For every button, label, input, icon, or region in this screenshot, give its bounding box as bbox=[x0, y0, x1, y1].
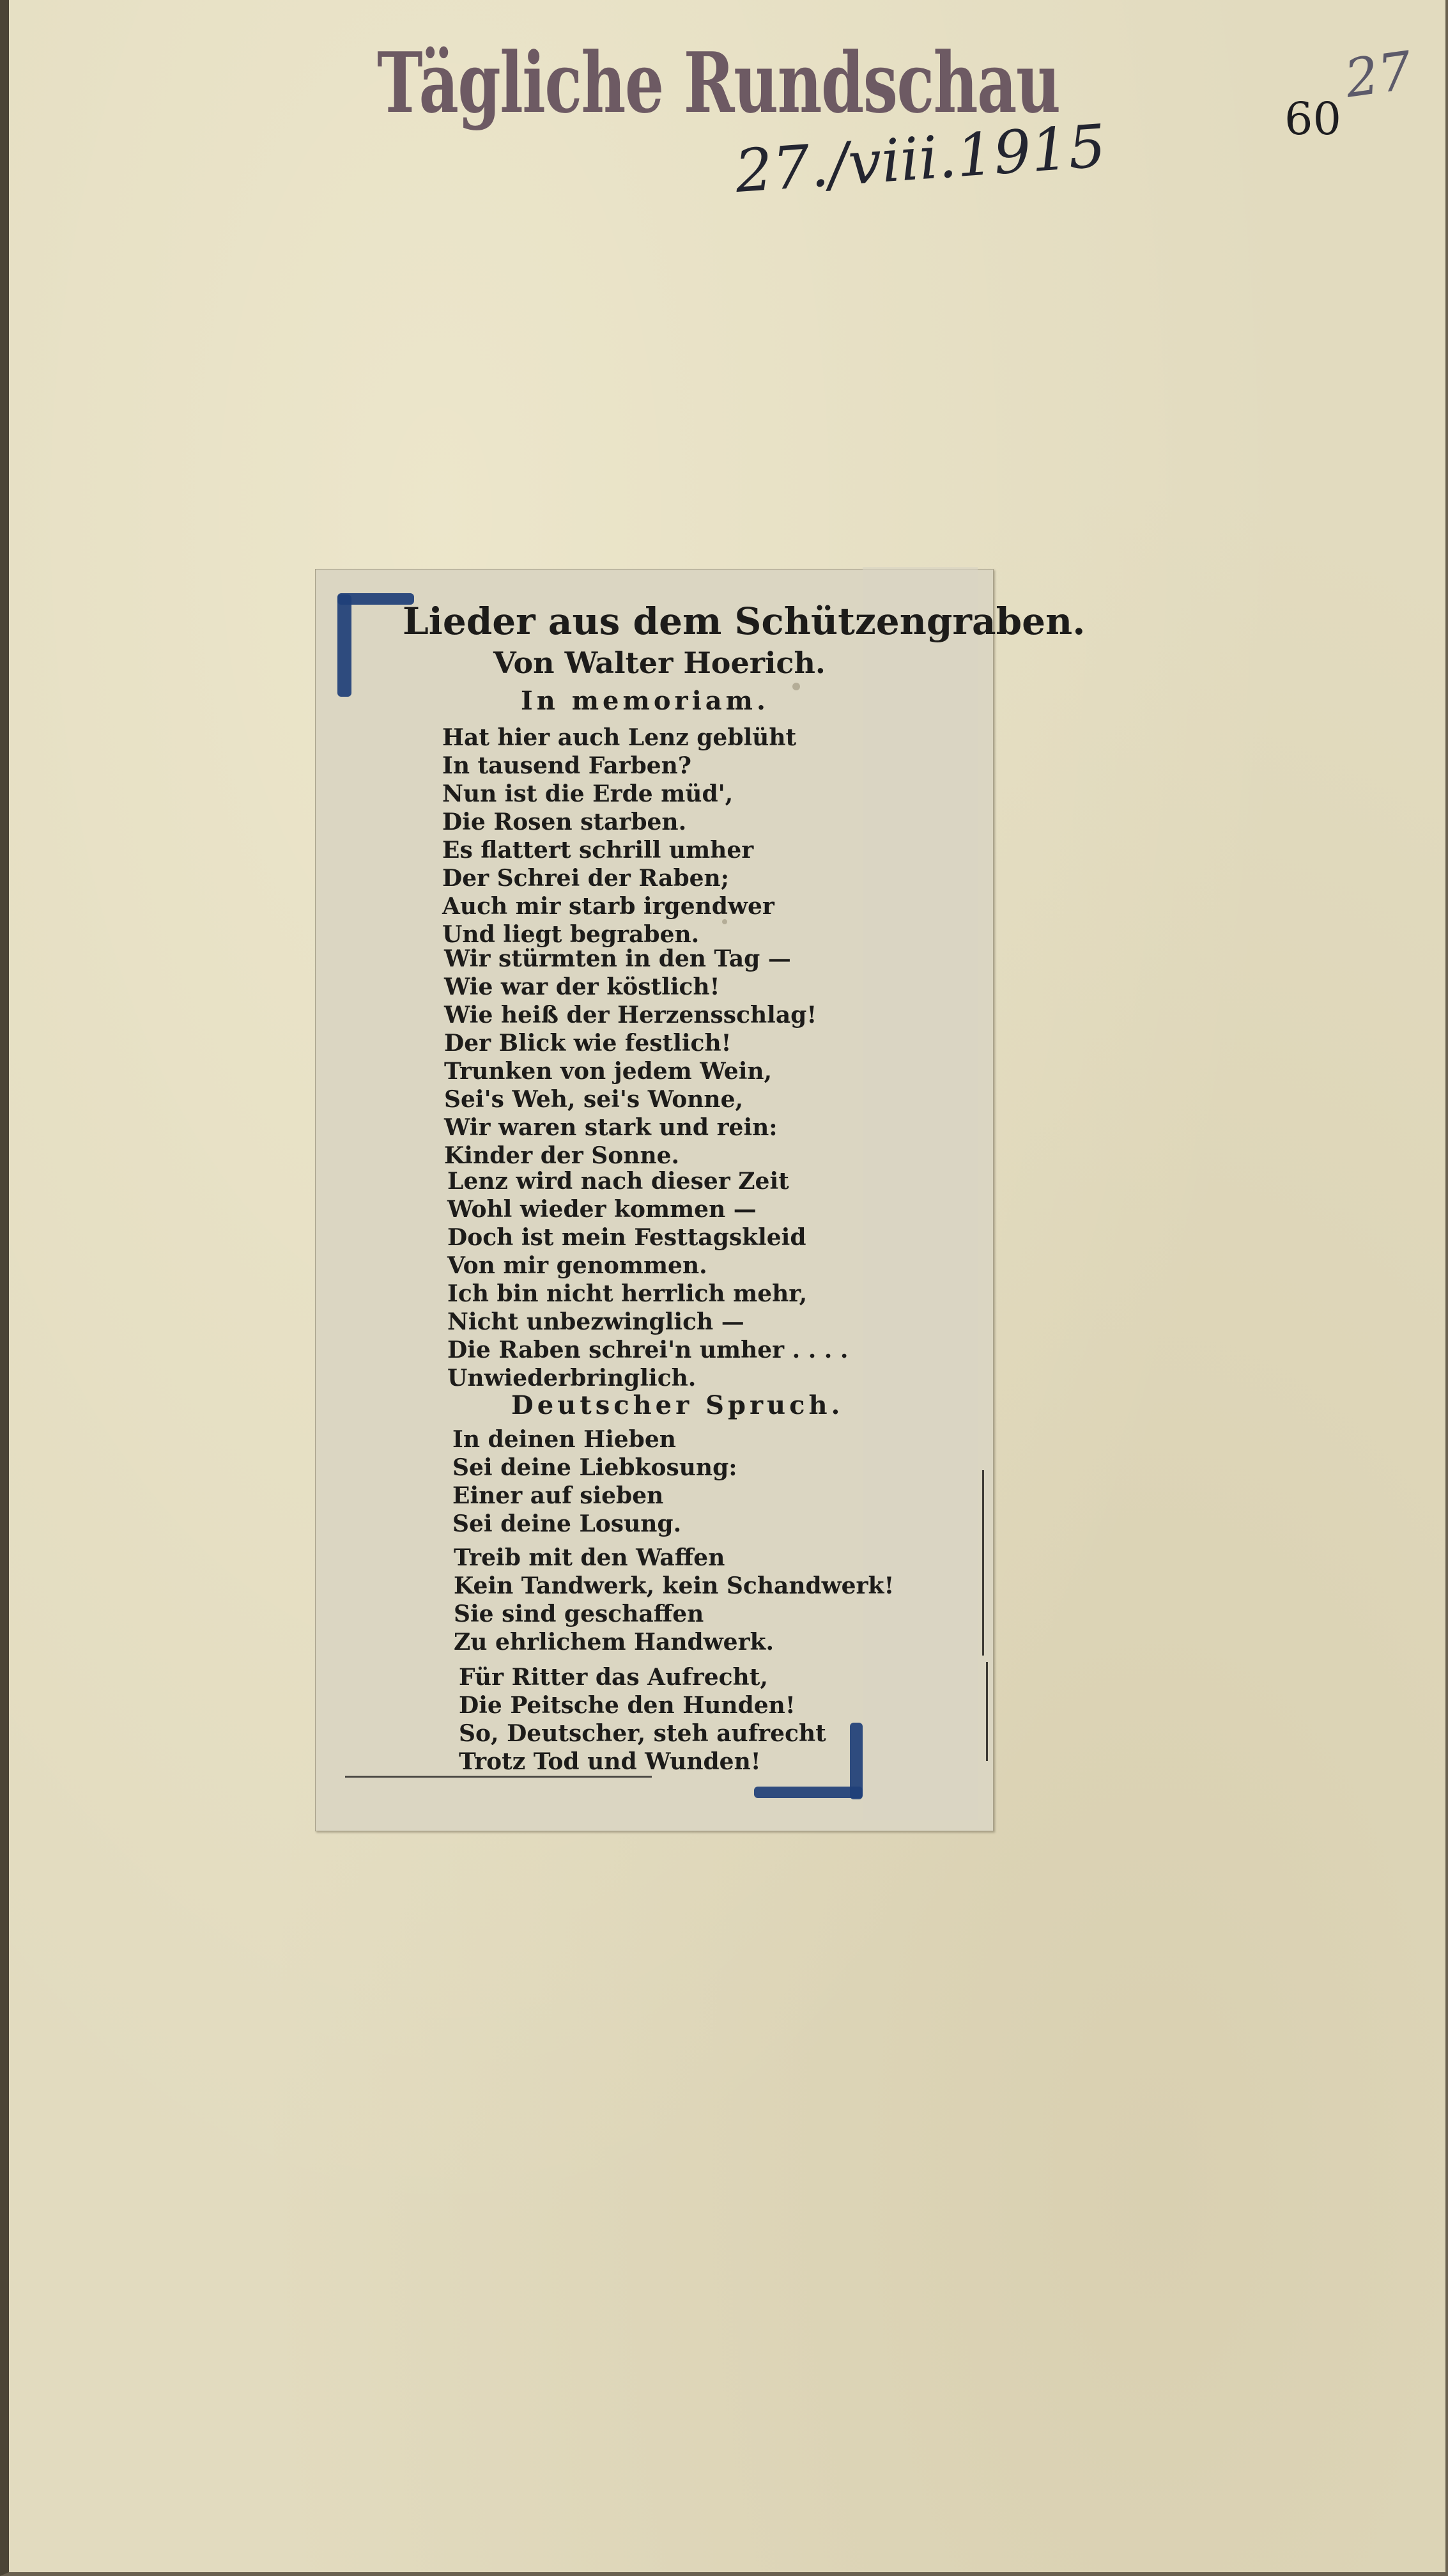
poem-line: Der Blick wie festlich! bbox=[444, 1030, 732, 1057]
page-number: 60 bbox=[1284, 93, 1342, 145]
poem-line: Unwiederbringlich. bbox=[447, 1365, 697, 1392]
poem-line: Nun ist die Erde müd', bbox=[442, 780, 734, 807]
poem-line: Einer auf sieben bbox=[452, 1482, 664, 1509]
poem-line: Ich bin nicht herrlich mehr, bbox=[447, 1280, 808, 1307]
poem-line: In tausend Farben? bbox=[442, 752, 691, 779]
poem-line: Treib mit den Waffen bbox=[454, 1544, 725, 1571]
poem-line: Die Rosen starben. bbox=[442, 809, 687, 835]
poem-line: Kinder der Sonne. bbox=[444, 1142, 680, 1169]
poem-line: Und liegt begraben. bbox=[442, 921, 700, 948]
poem-heading-deutscher-spruch: Deutscher Spruch. bbox=[511, 1390, 844, 1420]
paper-speck bbox=[792, 683, 800, 690]
poem-line: Es flattert schrill umher bbox=[442, 837, 754, 864]
poem-line: Wohl wieder kommen — bbox=[447, 1196, 757, 1223]
poem-line: Nicht unbezwinglich — bbox=[447, 1308, 744, 1335]
poem-line: Auch mir starb irgendwer bbox=[442, 893, 774, 920]
clipping-title: Lieder aus dem Schützengraben. bbox=[403, 600, 1086, 643]
poem-line: Trotz Tod und Wunden! bbox=[459, 1748, 761, 1775]
stanza-3 bbox=[447, 1167, 848, 1392]
stanza-2 bbox=[444, 945, 817, 1170]
poem-heading-in-memoriam: In memoriam. bbox=[521, 686, 769, 716]
poem-line: Die Raben schrei'n umher . . . . bbox=[447, 1337, 849, 1363]
poem-line: Wir stürmten in den Tag — bbox=[444, 945, 791, 972]
column-rule-right-upper bbox=[982, 1470, 984, 1656]
handwritten-page-number: 27 bbox=[1341, 40, 1416, 110]
poem-line: Sei's Weh, sei's Wonne, bbox=[444, 1086, 743, 1113]
poem-line: Von mir genommen. bbox=[447, 1252, 707, 1279]
stanza-4 bbox=[452, 1425, 737, 1538]
clipping-bottom-rule bbox=[345, 1776, 652, 1778]
poem-line: Sei deine Liebkosung: bbox=[452, 1454, 737, 1481]
blue-pencil-bracket-bottom-horizontal bbox=[754, 1787, 863, 1798]
stanza-6 bbox=[459, 1663, 826, 1776]
stanza-1 bbox=[442, 724, 796, 949]
poem-line: Doch ist mein Festtagskleid bbox=[447, 1224, 806, 1251]
poem-line: Wir waren stark und rein: bbox=[444, 1114, 778, 1141]
poem-line: Lenz wird nach dieser Zeit bbox=[447, 1168, 789, 1195]
clipping-author: Von Walter Hoerich. bbox=[493, 646, 826, 680]
poem-line: Die Peitsche den Hunden! bbox=[459, 1692, 796, 1719]
poem-line: Wie heiß der Herzensschlag! bbox=[444, 1002, 817, 1028]
poem-line: Für Ritter das Aufrecht, bbox=[459, 1664, 768, 1691]
poem-line: Zu ehrlichem Handwerk. bbox=[454, 1629, 774, 1656]
poem-line: In deinen Hieben bbox=[452, 1426, 676, 1453]
handwritten-date: 27./viii.1915 bbox=[732, 111, 1108, 206]
poem-line: Der Schrei der Raben; bbox=[442, 865, 729, 892]
poem-line: So, Deutscher, steh aufrecht bbox=[459, 1720, 826, 1747]
poem-line: Sie sind geschaffen bbox=[454, 1601, 704, 1627]
poem-line: Hat hier auch Lenz geblüht bbox=[442, 724, 797, 751]
newspaper-stamp: Tägliche Rundschau bbox=[377, 34, 1060, 132]
column-rule-right-lower bbox=[986, 1662, 988, 1761]
blue-pencil-bracket-top-vertical bbox=[337, 594, 351, 697]
poem-line: Sei deine Losung. bbox=[452, 1510, 682, 1537]
poem-line: Wie war der köstlich! bbox=[444, 974, 720, 1000]
stanza-5 bbox=[454, 1544, 894, 1656]
poem-line: Trunken von jedem Wein, bbox=[444, 1058, 773, 1085]
poem-line: Kein Tandwerk, kein Schandwerk! bbox=[454, 1572, 895, 1599]
